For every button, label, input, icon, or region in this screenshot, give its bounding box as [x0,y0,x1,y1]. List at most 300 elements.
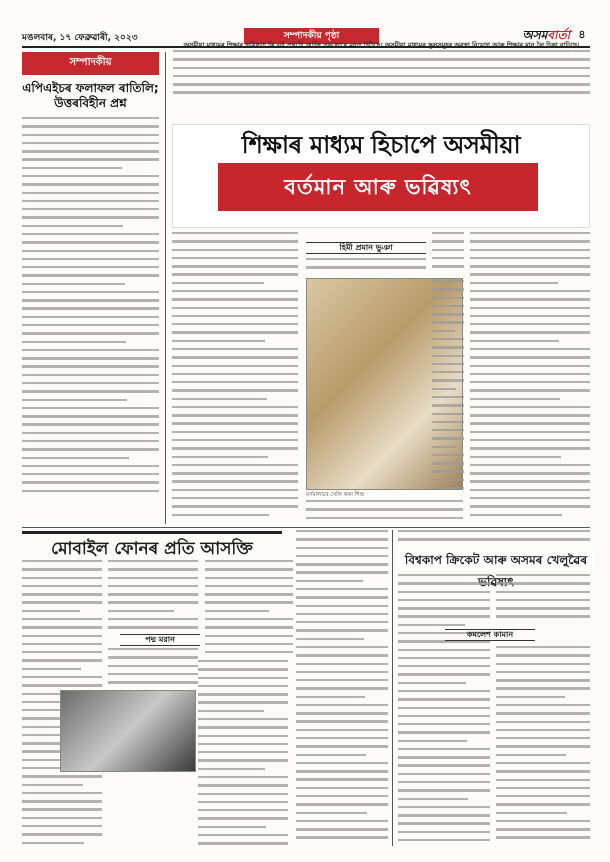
text-line [22,792,102,794]
text-line [398,582,490,584]
text-line [22,125,159,127]
text-line [22,299,159,301]
text-line [470,257,590,259]
text-line [22,423,159,425]
text-line [470,514,562,516]
text-line [172,240,298,242]
mobile-col-5 [296,530,388,846]
text-line [172,298,298,300]
main-article-col-3b [432,280,464,490]
text-line [470,240,590,242]
text-line [470,348,590,350]
text-line [205,585,293,587]
text-line [198,751,288,753]
text-line [22,150,159,152]
text-line [296,605,388,607]
text-line [172,282,264,284]
text-line [398,624,465,626]
text-line [470,340,559,342]
text-line [432,479,464,481]
text-line [470,456,561,458]
text-line [22,250,159,252]
text-line [296,530,388,532]
text-line [172,232,298,234]
text-line [398,789,490,791]
text-line [496,646,590,648]
text-line [398,538,590,540]
main-author: হিমী প্ৰমান ভুঞা [306,242,426,254]
text-line [296,580,363,582]
text-line [398,682,466,684]
text-line [470,447,590,449]
text-line [172,414,298,416]
text-line [296,820,388,822]
text-line [22,316,159,318]
text-line [22,817,102,819]
text-line [22,635,102,637]
text-line [432,371,464,373]
issue-date: মঙলবাৰ, ১৭ ফেব্ৰুৱাৰী, ২০২৩ [22,33,138,43]
text-line [173,50,590,52]
text-line [172,447,298,449]
text-line [198,660,288,662]
text-line [22,134,159,136]
text-line [198,842,288,844]
text-line [198,826,266,828]
text-line [22,192,159,194]
paper-logo-part-2: বার্তা [547,28,570,42]
main-article-col-2b [306,500,463,524]
text-line [22,659,102,661]
text-line [432,379,464,381]
text-line [398,731,490,733]
text-line [470,389,590,391]
text-line [470,249,590,251]
text-line [198,726,288,728]
text-line [296,621,388,623]
text-line [22,568,102,570]
text-line [496,721,590,723]
text-line [496,745,590,747]
text-line [172,505,298,507]
text-line [172,257,298,259]
text-line [205,626,293,628]
mobile-col-3 [198,660,288,846]
text-line [22,266,159,268]
mobile-article-title: মোবাইল ফোনৰ প্ৰতি আসক্তি [22,531,282,556]
text-line [172,323,298,325]
text-line [22,216,159,218]
text-line [398,707,490,709]
text-line [22,684,102,686]
text-line [22,283,125,285]
text-line [22,465,159,467]
text-line [470,373,590,375]
text-line [496,737,590,739]
text-line [306,508,463,510]
text-line [205,593,293,595]
section-divider [22,527,590,528]
text-line [172,480,298,482]
text-line [398,715,490,717]
text-line [205,560,293,562]
mobile-photo [60,690,196,772]
text-line [296,547,388,549]
text-line [432,446,456,448]
text-line [22,842,84,844]
text-line [432,338,464,340]
text-line [108,593,198,595]
text-line [22,175,159,177]
mobile-author: পদ্ম মরান [120,634,200,646]
main-subheadline: বৰ্তমান আৰু ভৱিষ্যৎ [218,163,538,211]
text-line [398,698,490,700]
text-line [296,737,388,739]
text-line [470,422,590,424]
text-line [398,748,490,750]
text-line [306,258,426,260]
text-line [470,232,590,234]
text-line [398,599,490,601]
text-line [108,681,198,683]
text-line [398,673,490,675]
text-line [198,834,288,836]
main-article-col-2 [306,258,426,276]
text-line [432,388,456,390]
text-line [470,265,590,267]
text-line [108,585,198,587]
text-line [496,654,590,656]
text-line [172,431,298,433]
text-line [432,454,464,456]
text-line [172,381,298,383]
text-line [108,560,198,562]
text-line [22,390,159,392]
text-line [296,836,388,838]
text-line [496,679,590,681]
text-line [296,812,367,814]
main-headline: শিক্ষাৰ মাধ্যম হিচাপে অসমীয়া [241,131,521,159]
text-line [198,735,288,737]
text-line [22,775,102,777]
text-line [470,480,590,482]
text-line [172,315,298,317]
text-line [198,693,288,695]
text-line [22,490,159,492]
text-line [296,720,388,722]
text-line [496,704,590,706]
text-line [398,574,490,576]
text-line [22,291,159,293]
text-line [205,643,293,645]
text-line [296,613,388,615]
text-line [22,241,159,243]
text-line [496,671,590,673]
text-line [470,431,590,433]
text-line [172,265,298,267]
text-line [398,665,490,667]
text-line [205,577,293,579]
text-line [398,822,490,824]
text-line [22,432,159,434]
text-line [496,687,590,689]
text-line [398,740,467,742]
text-line [205,601,293,603]
text-line [205,568,293,570]
text-line [432,288,464,290]
text-line [22,800,102,802]
text-line [432,297,464,299]
section-label: সম্পাদকীয় পৃষ্ঠা [244,28,379,44]
text-line [22,399,127,401]
column-divider-lower [392,530,393,846]
text-line [398,649,490,651]
text-line [22,833,102,835]
text-line [108,656,198,658]
text-line [172,331,298,333]
text-line [22,357,159,359]
text-line [432,404,464,406]
text-line [496,615,590,617]
text-line [22,407,159,409]
text-line [173,91,590,93]
text-line [306,500,463,502]
text-line [172,472,298,474]
text-line [398,814,490,816]
mobile-col-2 [108,560,198,632]
text-line [22,481,159,483]
text-line [496,779,590,781]
text-line [205,610,269,612]
text-line [22,365,159,367]
text-line [172,340,265,342]
text-line [198,776,288,778]
text-line [22,307,159,309]
text-line [22,225,123,227]
text-line [108,618,198,620]
lede-text [173,40,590,122]
text-line [398,806,490,808]
text-line [496,787,590,789]
text-line [22,676,102,678]
text-line [496,828,590,830]
text-line [398,839,490,841]
text-line [296,663,388,665]
text-line [22,117,159,119]
text-line [296,687,388,689]
text-line [296,745,388,747]
text-line [496,836,590,838]
text-line [296,629,388,631]
main-headline-block [172,124,590,228]
text-line [432,232,464,234]
text-line [172,365,298,367]
text-line [296,828,388,830]
text-line [496,607,590,609]
text-line [296,754,366,756]
text-line [432,355,464,357]
text-line [496,663,590,665]
text-line [172,439,298,441]
text-line [470,307,590,309]
text-line [22,142,159,144]
text-line [22,808,102,810]
text-line [108,601,198,603]
text-line [172,456,268,458]
text-line [432,396,464,398]
text-line [470,282,558,284]
text-line [470,298,590,300]
text-line [296,762,388,764]
text-line [470,489,590,491]
text-line [296,563,388,565]
text-line [470,398,560,400]
text-line [172,497,298,499]
text-line [22,643,102,645]
text-line [172,290,298,292]
text-line [432,321,464,323]
text-line [22,610,80,612]
text-line [432,413,464,415]
text-line [198,743,288,745]
text-line [470,439,590,441]
text-line [306,266,426,268]
text-line [22,668,81,670]
text-line [198,768,265,770]
text-line [398,690,490,692]
text-line [496,803,590,805]
worldcup-col-2 [496,574,590,624]
text-line [198,784,288,786]
text-line [398,607,490,609]
text-line [432,257,464,259]
text-line [470,331,590,333]
text-line [432,421,464,423]
text-line [432,313,464,315]
text-line [398,764,490,766]
text-line [432,280,464,282]
text-line [205,618,293,620]
text-line [198,677,288,679]
editorial-body [22,117,159,492]
text-line [398,530,590,532]
text-line [198,759,288,761]
text-line [432,265,464,267]
text-line [496,770,590,772]
text-line [198,701,288,703]
text-line [173,75,590,77]
text-line [198,809,288,811]
editorial-column [22,52,159,524]
text-line [22,158,159,160]
text-line [470,406,590,408]
text-line [432,240,464,242]
text-line [496,712,590,714]
text-line [432,487,464,489]
text-line [108,610,174,612]
text-line [496,591,590,593]
text-line [172,356,298,358]
text-line [22,200,159,202]
text-line [22,651,102,653]
worldcup-author: কমলেশ কামান [445,629,535,641]
text-line [22,448,159,450]
text-line [496,754,566,756]
text-line [470,365,590,367]
text-line [172,249,298,251]
text-line [296,712,388,714]
text-line [398,831,490,833]
text-line [22,626,102,628]
text-line [22,208,159,210]
text-line [470,356,590,358]
text-line [296,588,388,590]
text-line [496,696,565,698]
text-line [172,489,298,491]
text-line [296,571,388,573]
text-line [470,464,590,466]
text-line [22,825,102,827]
text-line [296,596,388,598]
text-line [296,729,388,731]
text-line [198,668,288,670]
text-line [172,406,298,408]
text-line [296,646,388,648]
text-line [496,812,567,814]
text-line [198,801,288,803]
text-line [398,781,490,783]
text-line [398,723,490,725]
text-line [470,505,590,507]
text-line [496,574,590,576]
text-line [496,582,590,584]
text-line [173,83,590,85]
text-line [198,718,288,720]
paper-logo-part-1: অসম [522,28,548,42]
text-line [432,437,464,439]
text-line [198,710,264,712]
text-line [172,348,298,350]
text-line [22,577,102,579]
text-line [22,332,159,334]
text-line [432,429,464,431]
text-line [172,422,298,424]
text-line [496,795,590,797]
text-line [432,330,455,332]
mobile-col-2b [108,648,198,688]
text-line [108,665,198,667]
text-line [22,593,102,595]
text-line [22,784,83,786]
text-line [108,568,198,570]
text-line [296,787,388,789]
page-number: ৪ [578,28,586,41]
text-line [198,817,288,819]
text-line [296,638,364,640]
text-line [172,464,298,466]
text-line [22,457,129,459]
mobile-col-4 [205,560,293,660]
text-line [22,382,159,384]
text-line [108,577,198,579]
text-line [22,167,122,169]
text-line [173,58,590,60]
text-line [22,473,159,475]
column-divider [165,52,166,524]
text-line [432,470,464,472]
text-line [108,673,198,675]
worldcup-intro [398,530,590,548]
